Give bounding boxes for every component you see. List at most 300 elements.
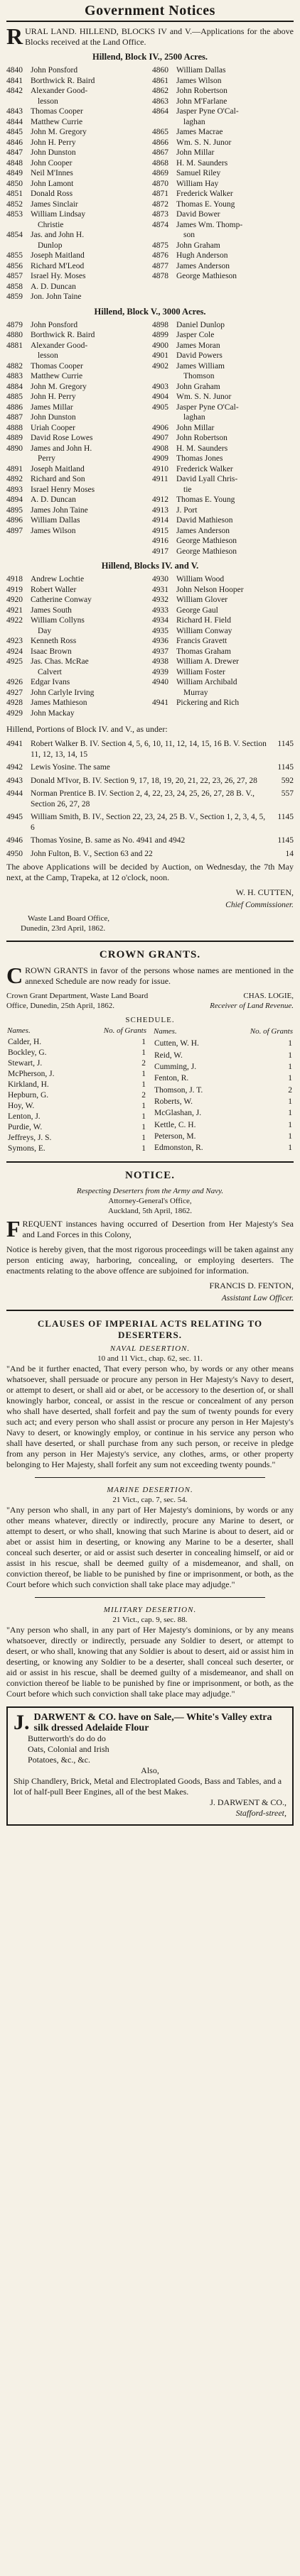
application-number: 4923 bbox=[6, 637, 23, 645]
grant-count: 1 bbox=[141, 1102, 146, 1110]
application-number: 4908 bbox=[152, 444, 168, 453]
naval-ref: 10 and 11 Vict., chap. 62, sec. 11. bbox=[97, 1354, 203, 1363]
naval-body: "And be it further enacted, That every person who, by words or any other means whatsoever, shall persuade or procure any person in Her Majesty's Navy to desert, or attempt to desert, or shall aid or abet, or be accessory to the desertion of, or shall knowingly harbor, conceal, or assist in the rescue or concealment of any person who shall have deserted, shall forfeit and pay the sum of twenty pounds for every such act; and every person who shall assist or procure any person in Her Majesty's Navy to desert, or knowingly employ, or continue in his service any person who shall have deserted, or shall purchase from any such person, or receive in pledge from any person in Her Majesty's service, any clothes, arms, or other property belonging to Her Majesty, shall forfeit any sum not exceeding twenty pounds." bbox=[6, 1364, 294, 1469]
applicant-name: laghan bbox=[183, 413, 205, 422]
application-number: 4943 bbox=[6, 776, 23, 785]
applicant-name: James Macrae bbox=[176, 128, 223, 136]
grantee-name: Peterson, M. bbox=[154, 1131, 196, 1141]
applicant-name: Frederick Walker bbox=[176, 190, 233, 198]
list-item bbox=[6, 292, 148, 302]
grant-count: 1 bbox=[141, 1070, 146, 1078]
list-item bbox=[6, 341, 148, 351]
application-number: 4885 bbox=[6, 393, 23, 401]
applicant-name: Robert Waller bbox=[31, 585, 77, 594]
waste-land-office: Waste Land Board Office, bbox=[28, 914, 109, 923]
application-number: 4862 bbox=[152, 87, 168, 95]
list-item bbox=[152, 495, 294, 505]
table-row bbox=[6, 1112, 147, 1122]
advert-line-1: DARWENT & CO. have on Sale,— White's Valley extra silk dressed Adelaide Flour bbox=[33, 1712, 272, 1733]
list-item bbox=[6, 382, 148, 393]
advert-letter: J. bbox=[14, 1711, 30, 1734]
grantee-name: Reid, W. bbox=[154, 1051, 183, 1060]
portions-list bbox=[6, 739, 294, 859]
application-number: 4929 bbox=[6, 708, 23, 718]
application-number: 4871 bbox=[152, 190, 168, 198]
schedule-tables bbox=[6, 1025, 294, 1154]
application-number: 4942 bbox=[6, 763, 23, 772]
block4-list bbox=[6, 65, 294, 302]
application-number: 4850 bbox=[6, 179, 23, 188]
application-number: 4898 bbox=[152, 320, 168, 329]
list-item bbox=[6, 595, 148, 605]
portion-row bbox=[6, 739, 294, 760]
notice-date: Auckland, 5th April, 1862. bbox=[108, 1207, 192, 1215]
applicant-name: Thomas Graham bbox=[176, 647, 231, 656]
list-item bbox=[6, 209, 148, 220]
table-row bbox=[6, 1101, 147, 1112]
applicant-name: James Mathieson bbox=[31, 698, 87, 707]
application-number: 4944 bbox=[6, 789, 23, 798]
list-item bbox=[6, 97, 148, 107]
grant-count: 1 bbox=[288, 1074, 292, 1083]
list-item bbox=[152, 209, 294, 220]
application-number: 4916 bbox=[152, 537, 168, 545]
list-item bbox=[152, 371, 294, 382]
applicant-name: William Foster bbox=[176, 667, 225, 676]
list-item bbox=[152, 117, 294, 128]
applicant-name: Murray bbox=[183, 688, 208, 697]
grantee-name: Stewart, J. bbox=[8, 1059, 43, 1068]
application-number bbox=[6, 241, 31, 251]
list-item bbox=[152, 667, 294, 678]
application-number: 4863 bbox=[152, 97, 168, 106]
application-number: 4921 bbox=[6, 605, 23, 615]
list-item bbox=[152, 547, 294, 557]
list-item bbox=[6, 117, 148, 128]
waste-land-date: Dunedin, 23rd April, 1862. bbox=[21, 924, 106, 933]
military-ref: 21 Vict., cap. 9, sec. 88. bbox=[112, 1616, 188, 1624]
schedule-col-names: Names. bbox=[7, 1026, 31, 1035]
applicant-name: James South bbox=[31, 605, 72, 615]
military-heading: MILITARY DESERTION. bbox=[103, 1606, 197, 1614]
applicant-name: Wm. S. N. Junor bbox=[176, 138, 232, 147]
application-number: 4933 bbox=[152, 605, 168, 615]
list-item bbox=[6, 241, 148, 251]
application-number: 4918 bbox=[6, 575, 23, 583]
applicant-name: Thomas E. Young bbox=[176, 199, 235, 209]
applicant-name: William Dallas bbox=[176, 66, 226, 75]
list-item bbox=[6, 526, 148, 537]
application-number: 4905 bbox=[152, 402, 168, 412]
application-number: 4890 bbox=[6, 444, 23, 453]
list-item bbox=[152, 179, 294, 190]
table-row bbox=[153, 1050, 294, 1061]
notice-subtitle: Respecting Deserters from the Army and Navy. bbox=[76, 1187, 224, 1195]
list-item bbox=[152, 626, 294, 637]
advert-line-6: Ship Chandlery, Brick, Metal and Electroplated Goods, Bass and Tables, and a lot of half-pull Beer Engines, all of the best Makes. bbox=[14, 1776, 282, 1797]
grantee-name: Hepburn, G. bbox=[8, 1091, 49, 1100]
application-number: 4889 bbox=[6, 434, 23, 442]
table-row bbox=[6, 1144, 147, 1154]
applicant-name: laghan bbox=[183, 117, 205, 126]
portions-closing: The above Applications will be decided by Auction, on Wednesday, the 7th May next, at the Camp, Trapeka, at 12 o'clock, noon. bbox=[6, 862, 294, 882]
schedule-left-table bbox=[6, 1025, 147, 1154]
application-number: 4925 bbox=[6, 657, 23, 666]
list-item bbox=[6, 361, 148, 372]
table-row bbox=[153, 1073, 294, 1085]
list-item bbox=[6, 515, 148, 526]
table-row bbox=[153, 1085, 294, 1096]
marine-heading: MARINE DESERTION. bbox=[107, 1486, 193, 1494]
applicant-name: George Gaul bbox=[176, 605, 218, 615]
list-item bbox=[6, 168, 148, 179]
application-number: 4941 bbox=[152, 698, 168, 707]
applicant-name: Jasper Pyne O'Cal- bbox=[176, 402, 239, 412]
applicant-name: John Cooper bbox=[31, 158, 73, 168]
list-item bbox=[6, 495, 148, 505]
schedule-header-row bbox=[6, 1025, 147, 1037]
dropcap-f: F bbox=[6, 1216, 21, 1242]
list-item bbox=[6, 402, 148, 413]
applicant-name: Alexander Good- bbox=[31, 341, 88, 350]
schedule-title: SCHEDULE. bbox=[125, 1016, 175, 1024]
grantee-name: Edmonston, R. bbox=[154, 1144, 203, 1153]
grant-count: 2 bbox=[141, 1059, 146, 1068]
table-row bbox=[6, 1069, 147, 1080]
list-item bbox=[6, 647, 148, 657]
applicant-name: Andrew Lochtie bbox=[31, 575, 85, 583]
block4-left-column bbox=[6, 65, 148, 302]
application-number: 4853 bbox=[6, 210, 23, 219]
application-number: 4928 bbox=[6, 698, 23, 707]
applicant-name: David Lyall Chris- bbox=[176, 475, 238, 483]
application-number: 4865 bbox=[152, 128, 168, 136]
table-row bbox=[6, 1048, 147, 1058]
application-number: 4852 bbox=[6, 199, 23, 209]
applicant-name: Israel Hy. Moses bbox=[31, 272, 86, 280]
list-item bbox=[152, 361, 294, 372]
list-item bbox=[152, 515, 294, 526]
list-item bbox=[6, 392, 148, 402]
portion-description: John Fulton, B. V., Section 63 and 22 bbox=[31, 849, 153, 858]
list-item bbox=[152, 76, 294, 87]
notice-office: Attorney-General's Office, bbox=[108, 1197, 192, 1205]
application-number: 4946 bbox=[6, 836, 23, 845]
application-number: 4901 bbox=[152, 351, 168, 360]
portion-acres: 592 bbox=[281, 776, 294, 785]
dropcap-r: R bbox=[6, 23, 23, 49]
newspaper-page bbox=[6, 0, 294, 2572]
application-number: 4864 bbox=[152, 107, 168, 116]
application-number: 4857 bbox=[6, 272, 23, 280]
grantee-name: Thomson, J. T. bbox=[154, 1085, 203, 1095]
advert-line-5: Also, bbox=[141, 1765, 159, 1775]
table-row bbox=[6, 1037, 147, 1048]
applicant-name: Edgar Ivans bbox=[31, 678, 70, 686]
applicant-name: tie bbox=[183, 485, 192, 494]
list-item bbox=[6, 189, 148, 199]
portions-intro: Hillend, Portions of Block IV. and V., as under: bbox=[6, 724, 168, 734]
applicant-name: Richard and Son bbox=[31, 475, 85, 483]
list-item bbox=[152, 505, 294, 516]
list-item bbox=[6, 351, 148, 361]
applicant-name: George Mathieson bbox=[176, 272, 237, 280]
grant-count: 1 bbox=[288, 1039, 292, 1048]
grantee-name: Kirkland, H. bbox=[8, 1080, 49, 1089]
application-number: 4876 bbox=[152, 251, 168, 260]
list-item bbox=[152, 474, 294, 485]
rural-land-intro bbox=[6, 23, 294, 49]
list-item bbox=[6, 148, 148, 158]
application-number: 4887 bbox=[6, 413, 23, 422]
notice-body-1 bbox=[6, 1216, 294, 1242]
list-item bbox=[6, 433, 148, 444]
list-item bbox=[152, 351, 294, 361]
application-number: 4888 bbox=[6, 423, 23, 432]
applicant-name: James and John H. bbox=[31, 444, 92, 453]
list-item bbox=[152, 677, 294, 688]
marine-ref: 21 Vict., cap. 7, sec. 54. bbox=[112, 1496, 188, 1504]
applicant-name: A. D. Duncan bbox=[31, 282, 76, 291]
list-item bbox=[152, 97, 294, 107]
clauses-heading: CLAUSES OF IMPERIAL ACTS RELATING TO DESERTERS. bbox=[37, 1318, 263, 1340]
schedule-col-count: No. of Grants bbox=[250, 1026, 293, 1036]
applicant-name: James William bbox=[176, 361, 225, 371]
application-number: 4902 bbox=[152, 361, 168, 371]
application-number: 4843 bbox=[6, 107, 23, 116]
section-title: Government Notices bbox=[6, 3, 294, 22]
list-item bbox=[152, 127, 294, 138]
application-number: 4846 bbox=[6, 138, 23, 147]
applicant-name: James Anderson bbox=[176, 261, 230, 270]
short-divider bbox=[35, 1597, 265, 1598]
list-item bbox=[6, 677, 148, 688]
portion-description: William Smith, B. IV., Section 22, 23, 24, 25 B. V., Section 1, 2, 3, 4, 5, 6 bbox=[31, 813, 266, 832]
application-number: 4858 bbox=[6, 282, 23, 291]
application-number: 4926 bbox=[6, 678, 23, 686]
list-item bbox=[152, 526, 294, 537]
application-number: 4845 bbox=[6, 128, 23, 136]
applicant-name: Thomson bbox=[183, 372, 215, 380]
list-item bbox=[152, 106, 294, 117]
advert-line-4: Potatoes, &c., &c. bbox=[28, 1755, 90, 1765]
list-item bbox=[6, 220, 148, 231]
application-number: 4939 bbox=[152, 667, 168, 676]
applicant-name: Joseph Maitland bbox=[31, 464, 85, 473]
grant-count: 1 bbox=[288, 1144, 292, 1153]
list-item bbox=[6, 464, 148, 475]
list-item bbox=[152, 636, 294, 647]
portion-description: Norman Prentice B. IV. Section 2, 4, 22, 23, 24, 25, 26, 27, 28 B. V., Section 26, 27, 28 bbox=[31, 789, 255, 809]
grantee-name: McGlashan, J. bbox=[154, 1109, 202, 1118]
list-item bbox=[6, 708, 148, 719]
list-item bbox=[6, 412, 148, 423]
applicant-name: William Glover bbox=[176, 596, 228, 604]
list-item bbox=[6, 127, 148, 138]
list-item bbox=[152, 688, 294, 698]
application-number: 4937 bbox=[152, 647, 168, 656]
application-number: 4891 bbox=[6, 464, 23, 473]
applicant-name: John Ponsford bbox=[31, 66, 78, 75]
block45-right-column bbox=[152, 574, 294, 718]
applicant-name: John H. Perry bbox=[31, 138, 76, 147]
grantee-name: Cumming, J. bbox=[154, 1062, 197, 1071]
applicant-name: George Mathieson bbox=[176, 547, 237, 556]
grant-count: 1 bbox=[288, 1097, 292, 1106]
application-number: 4875 bbox=[152, 241, 168, 250]
list-item bbox=[152, 271, 294, 282]
applicant-name: Calvert bbox=[38, 667, 62, 676]
applicant-name: Thomas E. Young bbox=[176, 495, 235, 504]
application-number: 4877 bbox=[152, 261, 168, 270]
application-number: 4906 bbox=[152, 423, 168, 432]
application-number: 4915 bbox=[152, 526, 168, 535]
applicant-name: Joseph Maitland bbox=[31, 251, 85, 260]
list-item bbox=[152, 423, 294, 434]
applicant-name: Thomas Cooper bbox=[31, 107, 83, 116]
grant-count: 1 bbox=[141, 1080, 146, 1089]
list-item bbox=[152, 251, 294, 261]
crown-grants-heading: CROWN GRANTS. bbox=[99, 949, 201, 960]
list-item bbox=[152, 615, 294, 626]
applicant-name: Richard M'Leod bbox=[31, 261, 85, 270]
applicant-name: John M. Gregory bbox=[31, 128, 87, 136]
applicant-name: William A. Drewer bbox=[176, 657, 239, 666]
list-item bbox=[6, 320, 148, 331]
applicant-name: James Wilson bbox=[31, 526, 76, 535]
grant-count: 1 bbox=[288, 1109, 292, 1118]
application-number: 4869 bbox=[152, 169, 168, 177]
application-number: 4909 bbox=[152, 454, 168, 463]
list-item bbox=[6, 86, 148, 97]
applicant-name: George Mathieson bbox=[176, 537, 237, 545]
application-number bbox=[152, 688, 176, 698]
table-row bbox=[6, 1122, 147, 1133]
grant-count: 2 bbox=[141, 1091, 146, 1100]
portion-row bbox=[6, 835, 294, 846]
block5-heading: Hillend, Block V., 3000 Acres. bbox=[94, 306, 206, 317]
application-number: 4840 bbox=[6, 66, 23, 75]
applicant-name: John Graham bbox=[176, 382, 220, 391]
application-number: 4874 bbox=[152, 220, 168, 229]
applicant-name: John Robertson bbox=[176, 434, 227, 442]
application-number: 4936 bbox=[152, 637, 168, 645]
application-number bbox=[152, 412, 176, 423]
applicant-name: William Hay bbox=[176, 179, 219, 188]
block4-right-column bbox=[152, 65, 294, 302]
table-row bbox=[153, 1119, 294, 1131]
applicant-name: Uriah Cooper bbox=[31, 423, 75, 432]
advert-line-3: Oats, Colonial and Irish bbox=[28, 1744, 109, 1754]
list-item bbox=[152, 230, 294, 241]
list-item bbox=[152, 595, 294, 605]
application-number: 4878 bbox=[152, 272, 168, 280]
applicant-name: Francis Gravett bbox=[176, 637, 227, 645]
applicant-name: lesson bbox=[38, 351, 58, 360]
notice-body-2: Notice is hereby given, that the most rigorous proceedings will be taken against any person enticing away, harboring, concealing, or employing deserters. The enactments relating to the above offence are subjoined for information. bbox=[6, 1244, 294, 1276]
portion-acres: 1145 bbox=[277, 763, 294, 772]
application-number: 4945 bbox=[6, 813, 23, 821]
application-number: 4897 bbox=[6, 526, 23, 535]
list-item bbox=[152, 585, 294, 596]
application-number bbox=[152, 117, 176, 128]
applicant-name: J. Port bbox=[176, 505, 198, 515]
logie-name: CHAS. LOGIE, bbox=[243, 992, 294, 1000]
application-number: 4882 bbox=[6, 361, 23, 371]
portion-row bbox=[6, 789, 294, 809]
list-item bbox=[152, 330, 294, 341]
application-number: 4927 bbox=[6, 688, 23, 697]
list-item bbox=[6, 574, 148, 585]
table-row bbox=[153, 1143, 294, 1154]
application-number: 4856 bbox=[6, 261, 23, 270]
table-row bbox=[153, 1131, 294, 1142]
notice-heading: NOTICE. bbox=[125, 1170, 175, 1181]
application-number: 4924 bbox=[6, 647, 23, 656]
grant-count: 1 bbox=[288, 1120, 292, 1129]
application-number: 4873 bbox=[152, 210, 168, 219]
application-number: 4886 bbox=[6, 402, 23, 412]
list-item bbox=[6, 282, 148, 292]
applicant-name: James Millar bbox=[31, 402, 73, 412]
list-item bbox=[152, 402, 294, 413]
application-number: 4904 bbox=[152, 393, 168, 401]
applicant-name: John H. Perry bbox=[31, 393, 76, 401]
application-number: 4881 bbox=[6, 341, 23, 350]
application-number: 4880 bbox=[6, 331, 23, 339]
application-number: 4861 bbox=[152, 76, 168, 85]
list-item bbox=[6, 585, 148, 596]
crown-grants-body-text: ROWN GRANTS in favor of the persons whose names are mentioned in the annexed Schedule are now ready for issue. bbox=[25, 965, 294, 986]
application-number bbox=[6, 97, 31, 107]
list-item bbox=[152, 189, 294, 199]
applicant-name: Christie bbox=[38, 220, 64, 229]
list-item bbox=[6, 423, 148, 434]
list-item bbox=[6, 636, 148, 647]
fenton-signature: FRANCIS D. FENTON, bbox=[209, 1281, 294, 1290]
applicant-name: David Bower bbox=[176, 210, 220, 219]
list-item bbox=[152, 433, 294, 444]
fenton-title: Assistant Law Officer. bbox=[221, 1294, 294, 1303]
divider bbox=[6, 941, 294, 942]
divider bbox=[6, 1161, 294, 1163]
logie-title: Receiver of Land Revenue. bbox=[210, 1002, 294, 1010]
application-number: 4899 bbox=[152, 331, 168, 339]
list-item bbox=[6, 667, 148, 678]
applicant-name: Jasper Cole bbox=[176, 331, 215, 339]
application-number: 4932 bbox=[152, 596, 168, 604]
crown-grants-body bbox=[6, 965, 294, 987]
list-item bbox=[6, 371, 148, 382]
crown-grants-signatory bbox=[173, 991, 294, 1011]
grantee-name: Bockley, G. bbox=[8, 1048, 47, 1057]
applicant-name: Catherine Conway bbox=[31, 596, 92, 604]
list-item bbox=[6, 698, 148, 708]
list-item bbox=[152, 320, 294, 331]
application-number: 4860 bbox=[152, 66, 168, 75]
application-number: 4938 bbox=[152, 657, 168, 666]
applicant-name: William Conway bbox=[176, 626, 232, 635]
applicant-name: Wm. S. N. Junor bbox=[176, 393, 232, 401]
applicant-name: Borthwick R. Baird bbox=[31, 331, 95, 339]
application-number: 4903 bbox=[152, 382, 168, 391]
grant-count: 1 bbox=[141, 1038, 146, 1046]
list-item bbox=[6, 454, 148, 464]
applicant-name: James Wilson bbox=[176, 76, 222, 85]
divider bbox=[6, 1310, 294, 1311]
applicant-name: Dunlop bbox=[38, 241, 63, 250]
portion-row bbox=[6, 776, 294, 786]
